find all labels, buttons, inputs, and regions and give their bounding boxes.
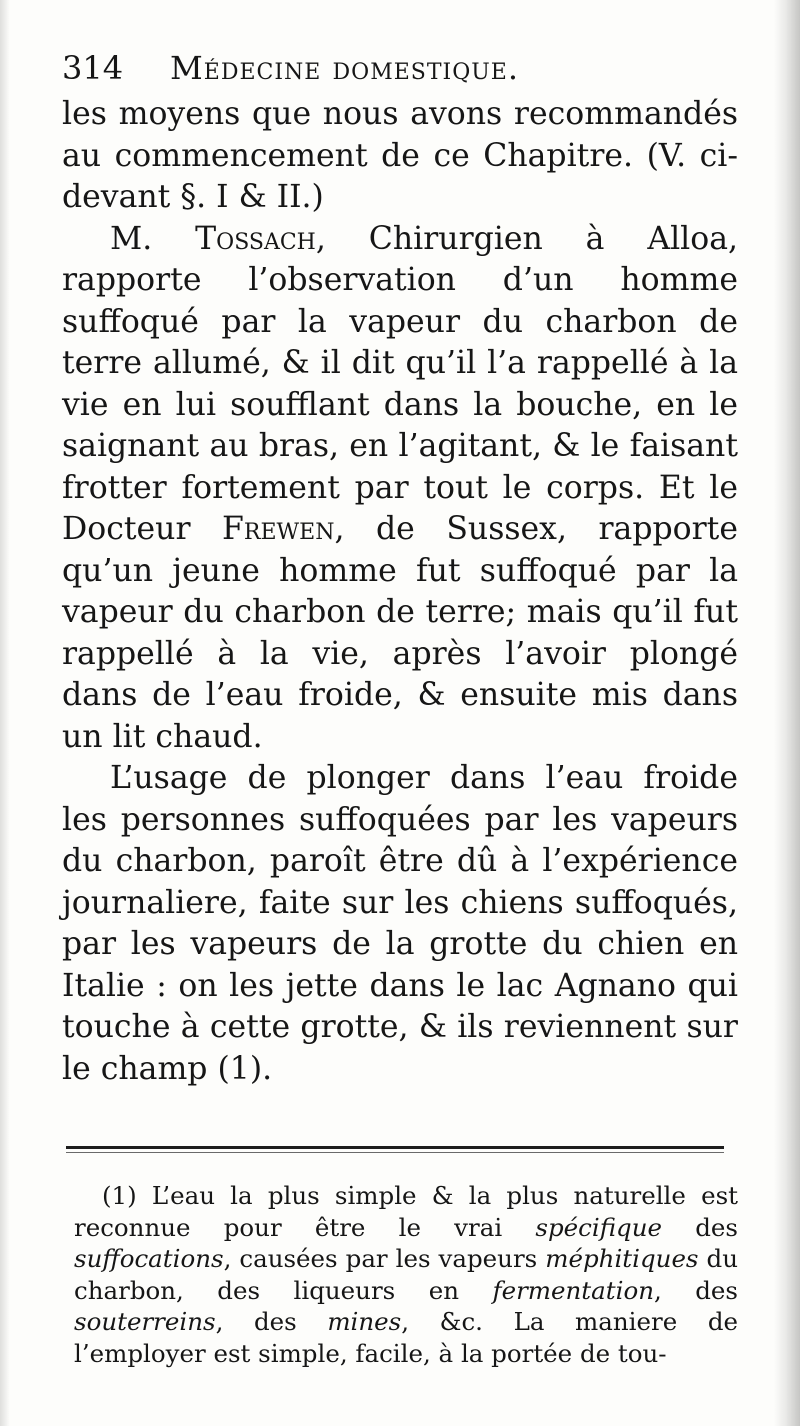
footnote-span: , des [653,1275,738,1305]
person-name-tossach: Tossach [195,220,316,257]
paragraph-text: , Chirurgien à Alloa, rapporte l’observation d’un homme suffoqué par la vapeur du charbon de terre allumé, & il dit qu’il l’a rappellé à la vie en lui soufflant dans la bouche, en le saignant au bras, en l’agitant, & le faisant frotter fortement par tout le corps. Et le Docteur [62,220,738,547]
footnote [74,1180,738,1369]
footnote-span: des [662,1212,738,1242]
running-head [62,44,742,92]
footnote-span: , &c. La maniere de l’employer est simple, facile, à la portée de tou- [74,1307,738,1368]
footnote-italic: méphitiques [545,1244,699,1273]
footnote-span: du charbon, des liqueurs en [74,1244,738,1305]
person-name-frewen: Frewen [222,511,335,547]
paragraph-text: , de Sussex, rapporte qu’un jeune homme fut suffoqué par la vapeur du charbon de terre; mais qu’il fut rappellé à la vie, après l’avoir plongé dans de l’eau froide, & ensuite mis dans un lit chaud. [62,511,738,755]
footnote-span: , causées par les vapeurs [223,1244,546,1273]
footnote-italic: mines [327,1307,402,1336]
paragraph-tossach [62,219,738,759]
page-number: 314 [62,49,124,87]
footnote-italic: souterreins [74,1307,216,1336]
footnote-rule [66,1146,724,1149]
footnote-italic: spécifique [535,1212,663,1242]
paragraph-continuation: les moyens que nous avons recommandés au commencement de ce Chapitre. (V. ci-devant §. I & II.) [62,96,738,215]
footnote-italic: fermentation [492,1275,654,1305]
footnote-italic: suffocations [74,1244,224,1273]
footnote-span: , des [215,1307,328,1336]
footnote-span: (1) L’eau la plus simple & la plus naturelle est reconnue pour être le vrai [74,1181,738,1242]
body-text [62,94,738,1090]
footnote-text [74,1180,738,1369]
footnote-rule-thin [66,1152,724,1153]
paragraph-text: M. [110,220,196,257]
paragraph-usage: L’usage de plonger dans l’eau froide les personnes suffoquées par les vapeurs du charbon, paroît être dû à l’expérience journaliere, faite sur les chiens suffoqués, par les vapeurs de la grotte du chien en Italie : on les jette dans le lac Agnano qui touche à cette grotte, & ils reviennent sur le champ (1). [62,760,738,1087]
running-title: Médecine domestique. [170,49,520,87]
